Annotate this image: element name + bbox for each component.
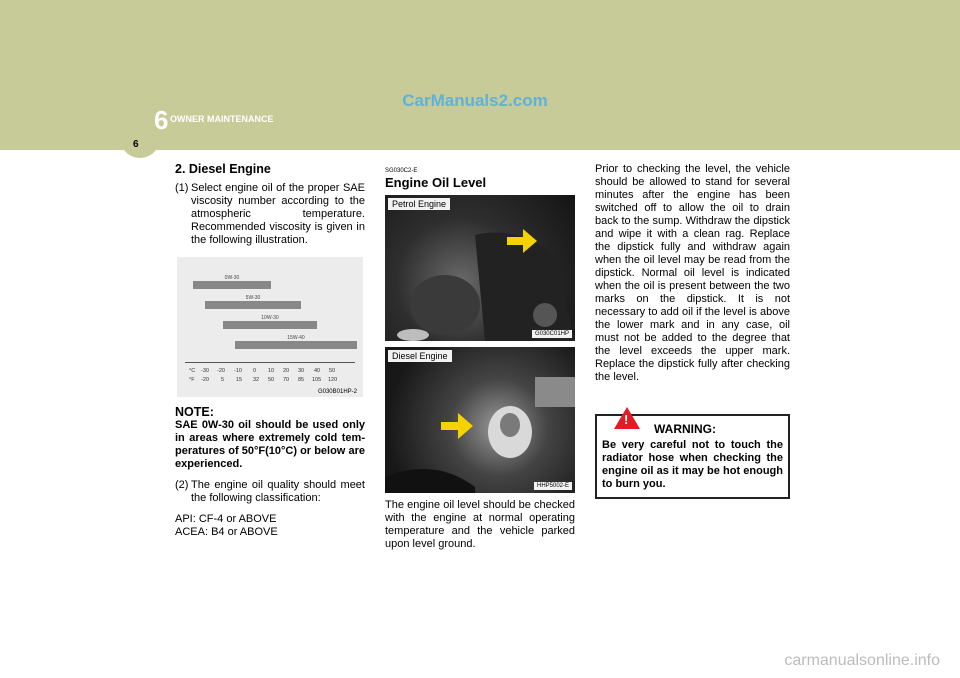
fahrenheit-tick: 70: [283, 377, 290, 383]
warning-header: [614, 412, 783, 436]
engine-illustration: [385, 195, 575, 341]
petrol-engine-photo: [385, 195, 575, 341]
right-column: [595, 163, 790, 499]
diesel-engine-heading: 2. Diesel Engine: [175, 162, 271, 176]
warning-box: [595, 414, 790, 499]
fahrenheit-unit: °F: [189, 377, 195, 383]
chapter-number: 6: [154, 105, 169, 135]
page-number: 6: [133, 139, 139, 150]
diesel-engine-photo: [385, 347, 575, 493]
celsius-tick: 40: [314, 368, 321, 374]
viscosity-bar-15w40: [235, 335, 357, 349]
warning-title: WARNING:: [654, 422, 716, 436]
celsius-tick: 20: [283, 368, 290, 374]
celsius-tick: 0: [253, 368, 257, 374]
celsius-tick: -30: [201, 368, 209, 374]
celsius-unit: °C: [189, 368, 196, 374]
note-title: NOTE:: [175, 405, 214, 419]
middle-column: [385, 168, 575, 551]
fahrenheit-tick: 32: [253, 377, 260, 383]
viscosity-bar-label: 10W-30: [261, 315, 279, 321]
oil-level-body: The engine oil level should be checked with the engine at normal operating temperature and the vehicle parked upon level ground.: [385, 499, 575, 550]
chapter-title: OWNER MAINTENANCE: [170, 114, 274, 124]
list-item-2-number: (2): [175, 479, 189, 491]
list-item-1: [175, 182, 365, 247]
yellow-arrow-icon: [441, 413, 473, 439]
engine-illustration: [385, 347, 575, 493]
viscosity-bar-10w30: [223, 315, 317, 329]
section-code: SG030C2-E: [385, 168, 418, 174]
fahrenheit-tick: 105: [312, 377, 322, 383]
chart-axis: [185, 362, 355, 363]
list-item-1-text: Select engine oil of the proper SAE viscosity number according to the atmospheric temperature. Recommended viscosity is given in the following illustration.: [191, 182, 365, 246]
celsius-tick: 10: [268, 368, 275, 374]
photo-label: Diesel Engine: [388, 350, 452, 362]
viscosity-bar-label: 15W-40: [287, 335, 305, 341]
fahrenheit-tick: 5: [221, 377, 225, 383]
list-item-2: [175, 479, 365, 505]
fahrenheit-tick: 15: [236, 377, 243, 383]
photo-code: HHP5002-E: [534, 482, 572, 490]
viscosity-bar-label: 0W-30: [224, 275, 240, 281]
note-body: SAE 0W-30 oil should be used only in areas where extremely cold tem-peratures of 50°F(10°C) or below are experienced.: [175, 419, 365, 470]
celsius-tick: 50: [329, 368, 336, 374]
yellow-arrow-icon: [507, 229, 537, 253]
photo-label: Petrol Engine: [388, 198, 450, 210]
warning-body: Be very careful not to touch the radiator hose when checking the engine oil as it may be hot enough to burn you.: [602, 439, 783, 490]
celsius-tick: -10: [234, 368, 242, 374]
photo-code: G030C01HP: [532, 330, 572, 338]
fahrenheit-tick: 50: [268, 377, 275, 383]
viscosity-bar-5w30: [205, 295, 301, 309]
api-classification: API: CF-4 or ABOVE: [175, 513, 277, 525]
viscosity-bar-0w30: [193, 275, 271, 289]
figure-code: G030B01HP-2: [317, 389, 357, 395]
watermark-bottom: carmanualsonline.info: [784, 652, 940, 669]
viscosity-chart: [177, 257, 363, 397]
viscosity-bar-label: 5W-30: [245, 295, 261, 301]
warning-triangle-icon: !: [614, 407, 640, 429]
left-column: [175, 162, 365, 539]
watermark-top: CarManuals2.com: [402, 91, 548, 110]
celsius-tick: 30: [298, 368, 305, 374]
fahrenheit-tick: 120: [328, 377, 338, 383]
list-item-2-text: The engine oil quality should meet the following classification:: [191, 479, 365, 504]
section-title: Engine Oil Level: [385, 175, 487, 190]
celsius-tick: -20: [217, 368, 225, 374]
list-item-1-number: (1): [175, 182, 189, 194]
fahrenheit-tick: -20: [201, 377, 209, 383]
dipstick-instructions: Prior to checking the level, the vehicle should be allowed to stand for several minutes after the engine has been switched off to allow the oil to drain back to the sump. Withdraw the dipstick and wipe it with a clean rag. Replace the dipstick fully and withdraw again when the oil level may be read from the dipstick. Normal oil level is indicated when the oil is present between the two marks on the dipstick. It is not necessary to add oil if the level is above the lower mark and in any case, oil must not be added to the degree that the level exceeds the upper mark. Replace the dipstick fully after checking the level.: [595, 163, 790, 383]
acea-classification: ACEA: B4 or ABOVE: [175, 526, 278, 538]
fahrenheit-tick: 85: [298, 377, 305, 383]
